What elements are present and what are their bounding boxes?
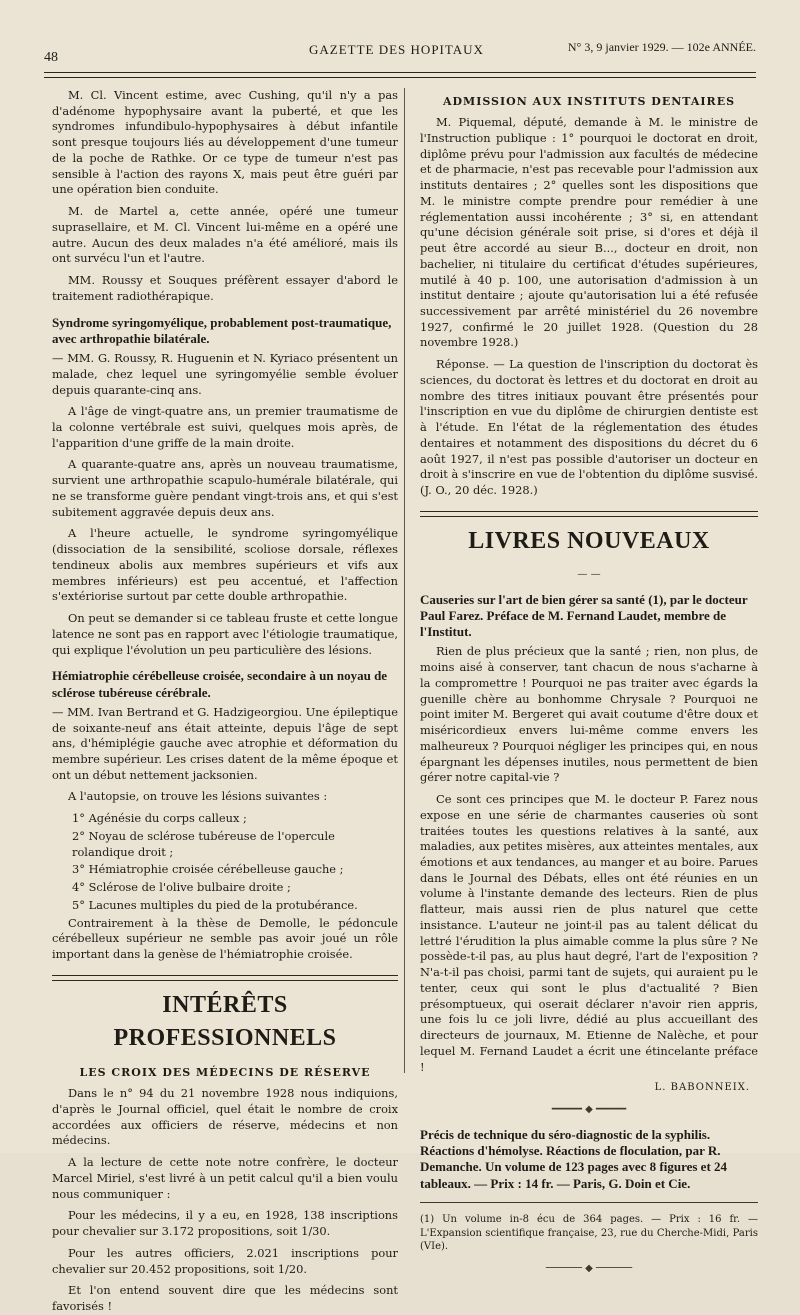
paragraph: Contrairement à la thèse de Demolle, le pédoncule cérébelleux supérieur ne semble pas avoir joué un rôle important dans la genèse de l'hémiatrophie croisée. [52,915,398,962]
paragraph: A l'âge de vingt-quatre ans, un premier traumatisme de la colonne vertébrale est suivi, quelques mois après, de l'apparition d'une griffe de la main droite. [52,404,398,450]
paragraph: A l'heure actuelle, le syndrome syringomyélique (dissociation de la sensibilité, scoliose dorsale, réflexes tendineux abolis aux membres supérieurs et vifs aux membres inférieurs) est peu accentué, et l'affection s'extériorise surtout par cette double arthropathie. [52,526,398,604]
section-lead: — MM. Ivan Bertrand et G. Hadzigeorgiou. Une épileptique de soixante-neuf ans était atteinte, depuis l'âge de sept ans, d'hémiplégie gauche avec atrophie et déformation du membre supérieur. Les crises datent de la même époque et ont un début nettement jacksonien. [52,704,398,782]
paragraph: Rien de plus précieux que la santé ; rien, non plus, de moins aisé à conserver, tant chacun de nous s'acharne à la compromettre ! Pourquoi ne pas traiter avec égards la guenille chère au bonhomme Chrysale ? Pourquoi ne point imiter M. Bergeret qui avait coutume d'être doux et miséricordieux envers lui-même comme envers les malheureux ? Pourquoi négliger les principes qui, en nous épargnant les dépenses inutiles, nous permettent de bien gérer notre capital-vie ? [420,644,758,785]
page-number: 48 [44,50,58,65]
paragraph: A la lecture de cette note notre confrère, le docteur Marcel Miriel, s'est livré à un petit calcul qu'il a bien voulu nous communiquer : [52,1155,398,1201]
paragraph: Pour les autres officiers, 2.021 inscriptions pour chevalier sur 20.452 propositions, soit 1/20. [52,1245,398,1276]
header-rule [44,72,756,78]
paragraph: Pour les médecins, il y a eu, en 1928, 138 inscriptions pour chevalier sur 3.172 propositions, soit 1/30. [52,1208,398,1239]
section-rule [420,511,758,517]
author-signature: L. BABONNEIX. [654,1082,750,1094]
list-item: 5° Lacunes multiples du pied de la protubérance. [72,897,358,912]
section-title: Syndrome syringomyélique, probablement post-traumatique, avec arthropathie bilatérale. [52,314,392,346]
subsection-heading: ADMISSION AUX INSTITUTS DENTAIRES [442,95,736,108]
list-item: 2° Noyau de sclérose tubéreuse de l'opercule rolandique droit ; [72,828,335,859]
paragraph: On peut se demander si ce tableau fruste et cette longue latence ne sont pas en rapport avec l'étiologie traumatique, qui explique l'évolution un peu particulière des lésions. [52,611,398,657]
column-divider [404,88,405,1073]
section-heading: LIVRES NOUVEAUX [468,527,710,554]
section-rule [52,975,398,981]
paragraph: M. Piquemal, député, demande à M. le ministre de l'Instruction publique : 1° pourquoi le doctorat en droit, diplôme prévu pour l'admission aux facultés de médecine et de pharmacie, n'est pas recevable pour l'admission aux instituts dentaires ; 2° quelles sont les dispositions que M. le ministre compte prendre pour remédier à une réglementation aussi incohérente ; 3° si, en attendant qu'une décision générale soit prise, si d'ores et déjà il peut être accordé au sieur B..., docteur en droit, non bachelier, ni titulaire du certificat d'études supérieures, mutilé à 40 p. 100, une autorisation d'admission à un institut dentaire ; ajoute qu'autorisation lui a été refusée successivement par arrêté ministériel du 26 novembre 1927, confirmé le 20 juillet 1928. (Question du 28 novembre 1928.) [420,115,758,350]
page-header [44,40,756,65]
list-item: 1° Agénésie du corps calleux ; [72,811,247,826]
paragraph: M. de Martel a, cette année, opéré une tumeur suprasellaire, et M. Cl. Vincent lui-même en a opéré une autre. Aucun des deux malades n'a été amélioré, mais ils ont survécu l'un et l'autre. [52,204,398,266]
paragraph: Ce sont ces principes que M. le docteur P. Farez nous expose en une série de charmantes causeries où sont traitées toutes les questions relatives à la santé, aux maladies, aux petites misères, aux atteintes mentales, aux émotions et aux tendances, au manger et au boire. Parues dans le Journal des Débats, elles ont été réunies en un volume à l'instante demande des lecteurs. Rien de plus flatteur, mais aussi rien de plus naturel que cette insistance. L'auteur ne joint-il pas au talent délicat du lettré l'érudition la plus aimable comme la plus sûre ? Ne possède-t-il pas, au plus haut degré, l'art de l'exposition ? N'a-t-il pas choisi, parmi tant de sujets, qui auraient pu le tenter, ceux qui sont le plus d'actualité ? Bien présomptueux, qui oserait déclarer n'avoir rien appris, une fois lu ce joli livre, dédié au plus accueillant des directeurs de journaux, M. Etienne de Nalèche, et pour lequel M. Fernand Laudet a écrit une étincelante préface ! [420,792,758,1074]
section-heading: INTÉRÊTS PROFESSIONNELS [113,991,337,1051]
paragraph: Dans le n° 94 du 21 novembre 1928 nous indiquions, d'après le Journal officiel, quel était le nombre de croix accordées aux officiers de réserve, médecins et non médecins. [52,1086,398,1148]
section-lead: — MM. G. Roussy, R. Huguenin et N. Kyriaco présentent un malade, chez lequel une syringomyélie semble évoluer depuis quarante-cinq ans. [52,351,398,397]
issue-info: N° 3, 9 janvier 1929. — 102e ANNÉE. [567,40,756,54]
footnote-rule [420,1202,758,1203]
section-title: Hémiatrophie cérébelleuse croisée, secondaire à un noyau de sclérose tubéreuse cérébrale. [52,668,388,700]
paragraph: Et l'on entend souvent dire que les médecins sont favorisés ! [52,1283,398,1313]
paragraph: M. Cl. Vincent estime, avec Cushing, qu'il n'y a pas d'adénome hypophysaire avant la puberté, et que les syndromes infundibulo-hypophysaires à début infantile sont presque toujours liés au développement d'une tumeur de la poche de Rathke. Or ce type de tumeur n'est pas sensible à l'action des rayons X, mais peut être guéri par une opération bien conduite. [52,88,398,197]
footnote: (1) Un volume in-8 écu de 364 pages. — Prix : 16 fr. — L'Expansion scientifique française, 23, rue du Cherche-Midi, Paris (VIe). [420,1213,758,1253]
paragraph: A l'autopsie, on trouve les lésions suivantes : [68,789,328,804]
left-column [52,88,398,1313]
list-item: 3° Hémiatrophie croisée cérébelleuse gauche ; [72,862,344,877]
ornament-divider: ────── ◆ ────── [545,1263,633,1275]
list-item: 4° Sclérose de l'olive bulbaire droite ; [72,880,291,895]
ornament-divider: — — [577,568,601,580]
journal-title: GAZETTE DES HOPITAUX [309,42,484,57]
paragraph: Réponse. — La question de l'inscription du doctorat ès sciences, du doctorat ès lettres et du doctorat en droit au nombre des titres initiaux pouvant être présentés pour l'inscription en vue du diplôme de chirurgien dentiste est à l'étude. En l'état de la réglementation des études dentaires et notamment des dispositions du décret du 6 août 1927, il n'est pas possible d'autoriser un docteur en droit à s'inscrire en vue de l'obtention du diplôme susvisé. (J. O., 20 déc. 1928.) [420,357,758,498]
book-title: Causeries sur l'art de bien gérer sa santé (1), par le docteur Paul Farez. Préface de M. Fernand Laudet, membre de l'Institut. [420,591,748,640]
paragraph: A quarante-quatre ans, après un nouveau traumatisme, survient une arthropathie scapulo-humérale bilatérale, qui ne se transforme guère pendant vingt-trois ans, et qui s'est subitement aggravée depuis deux ans. [52,457,398,519]
paragraph: MM. Roussy et Souques préfèrent essayer d'abord le traitement radiothérapique. [52,273,398,303]
book-title: Précis de technique du séro-diagnostic de la syphilis. Réactions d'hémolyse. Réactions de floculation, par R. Demanche. Un volume de 123 pages avec 8 figures et 24 tableaux. — Prix : 14 fr. — Paris, G. Doin et Cie. [420,1126,728,1191]
ornament-divider: ━━━━━ ◆ ━━━━━ [551,1104,627,1116]
right-column [420,88,758,1275]
subsection-heading: LES CROIX DES MÉDECINS DE RÉSERVE [79,1066,371,1079]
